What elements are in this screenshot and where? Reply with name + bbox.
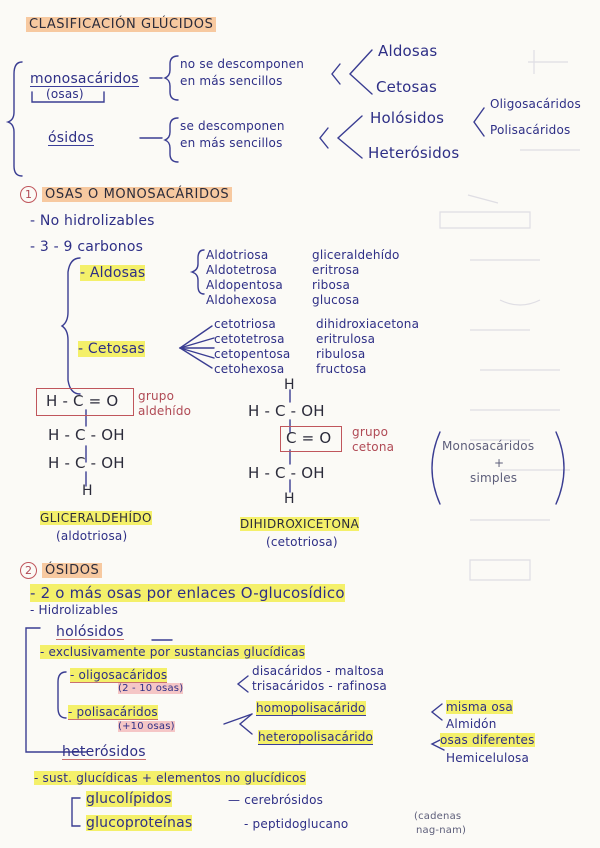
cetopentosa: cetopentosa <box>214 347 291 361</box>
section2-number: 2 <box>20 562 37 579</box>
osidos-desc-line2: en más sencillos <box>180 136 283 150</box>
aldotriosa: Aldotriosa <box>206 248 269 262</box>
dihidroxicetona-name: DIHIDROXICETONA <box>240 517 360 531</box>
cetohexosa: cetohexosa <box>214 362 285 376</box>
cetotetrosa: cetotetrosa <box>214 332 285 346</box>
osas-diferentes: osas diferentes <box>440 733 535 747</box>
dha-bottom-h: H <box>284 491 295 507</box>
carbonos: - 3 - 9 carbonos <box>30 239 144 255</box>
aldosas-label: Aldosas <box>378 42 438 60</box>
glucosa: glucosa <box>312 293 360 307</box>
cetosas-label: Cetosas <box>376 78 437 96</box>
eritrulosa: eritrulosa <box>316 332 376 346</box>
hemicelulosa: Hemicelulosa <box>446 751 530 765</box>
homopolisacarido: homopolisacárido <box>256 701 366 715</box>
gliceraldehido-name: GLICERALDEHÍDO <box>40 511 152 525</box>
polisacaridos-label: Polisacáridos <box>490 123 571 137</box>
eritrosa: eritrosa <box>312 263 360 277</box>
osidos-label: ósidos <box>48 130 94 146</box>
oligosacaridos-heading: - oligosacáridos <box>70 668 168 682</box>
gliceraldehido: gliceraldehído <box>312 248 400 262</box>
osidos-desc-line1: se descomponen <box>180 119 285 133</box>
section1-number: 1 <box>20 186 37 203</box>
enlaces-bullet: - 2 o más osas por enlaces O-glucosídico <box>30 584 345 602</box>
oligosacaridos-label: Oligosacáridos <box>490 97 581 111</box>
aldotriosa-alias: (aldotriosa) <box>56 529 128 543</box>
heterosidos-heading: heterósidos <box>62 744 146 760</box>
grupo-label-1: grupo <box>138 389 175 403</box>
monosacaridos-label: monosacáridos <box>30 71 139 87</box>
heterosidos-label: Heterósidos <box>368 144 460 162</box>
page-title: CLASIFICACIÓN GLÚCIDOS <box>26 17 216 32</box>
monosacaridos-note: Monosacáridos <box>442 439 535 453</box>
peptidoglucano: - peptidoglucano <box>244 817 349 831</box>
glyceraldehyde-row1: H - C - OH <box>48 426 125 444</box>
mono-desc-line2: en más sencillos <box>180 74 283 88</box>
glyceraldehyde-row2: H - C - OH <box>48 454 125 472</box>
oligo-range: (2 - 10 osas) <box>118 683 184 694</box>
cadenas-note-1: (cadenas <box>414 811 462 822</box>
hidrolizables: - Hidrolizables <box>30 603 119 617</box>
cetosas-subheading: - Cetosas <box>78 341 145 357</box>
holosidos-label: Holósidos <box>370 109 445 127</box>
misma-osa: misma osa <box>446 700 513 714</box>
trisacaridos: trisacáridos - rafinosa <box>252 679 387 693</box>
heterosidos-desc: - sust. glucídicas + elementos no glucídicos <box>34 771 306 785</box>
grupo-label-2: grupo <box>352 425 389 439</box>
polisacaridos-heading: - polisacáridos <box>68 705 158 719</box>
aldehido-label: aldehído <box>138 404 192 418</box>
osas-alias: (osas) <box>46 87 84 101</box>
cetona-label: cetona <box>352 440 395 454</box>
ketone-group: C = O <box>286 429 332 447</box>
dha-row2: H - C - OH <box>248 464 325 482</box>
glucoproteinas: glucoproteínas <box>86 815 193 831</box>
aldosas-subheading: - Aldosas <box>80 265 146 281</box>
ribosa: ribosa <box>312 278 351 292</box>
aldotetrosa: Aldotetrosa <box>206 263 278 277</box>
section2-heading: ÓSIDOS <box>42 563 102 578</box>
aldohexosa: Aldohexosa <box>206 293 277 307</box>
dha-row1: H - C - OH <box>248 402 325 420</box>
cetotriosa-alias: (cetotriosa) <box>266 535 338 549</box>
heteropolisacarido: heteropolisacárido <box>258 730 374 744</box>
cadenas-note-2: nag-nam) <box>416 825 467 836</box>
holosidos-desc: - exclusivamente por sustancias glucídicas <box>40 645 306 659</box>
glucolipidos: glucolípidos <box>86 791 172 807</box>
cetotriosa: cetotriosa <box>214 317 276 331</box>
almidon: Almidón <box>446 717 497 731</box>
glyceraldehyde-bottom-h: H <box>82 483 93 499</box>
aldopentosa: Aldopentosa <box>206 278 283 292</box>
aldehyde-group: H - C = O <box>46 392 119 410</box>
disacaridos: disacáridos - maltosa <box>252 664 385 678</box>
fructosa: fructosa <box>316 362 367 376</box>
poli-range: (+10 osas) <box>118 721 175 732</box>
mono-desc-line1: no se descomponen <box>180 57 305 71</box>
section1-heading: OSAS O MONOSACÁRIDOS <box>42 187 232 202</box>
ribulosa: ribulosa <box>316 347 366 361</box>
plus-note: + <box>494 456 505 470</box>
dihidroxiacetona: dihidroxiacetona <box>316 317 420 331</box>
no-hidrolizables: - No hidrolizables <box>30 213 155 229</box>
simples-note: simples <box>470 471 518 485</box>
holosidos-heading: holósidos <box>56 624 124 640</box>
dha-top-h: H <box>284 377 295 393</box>
cerebrosidos: — cerebrósidos <box>228 793 324 807</box>
